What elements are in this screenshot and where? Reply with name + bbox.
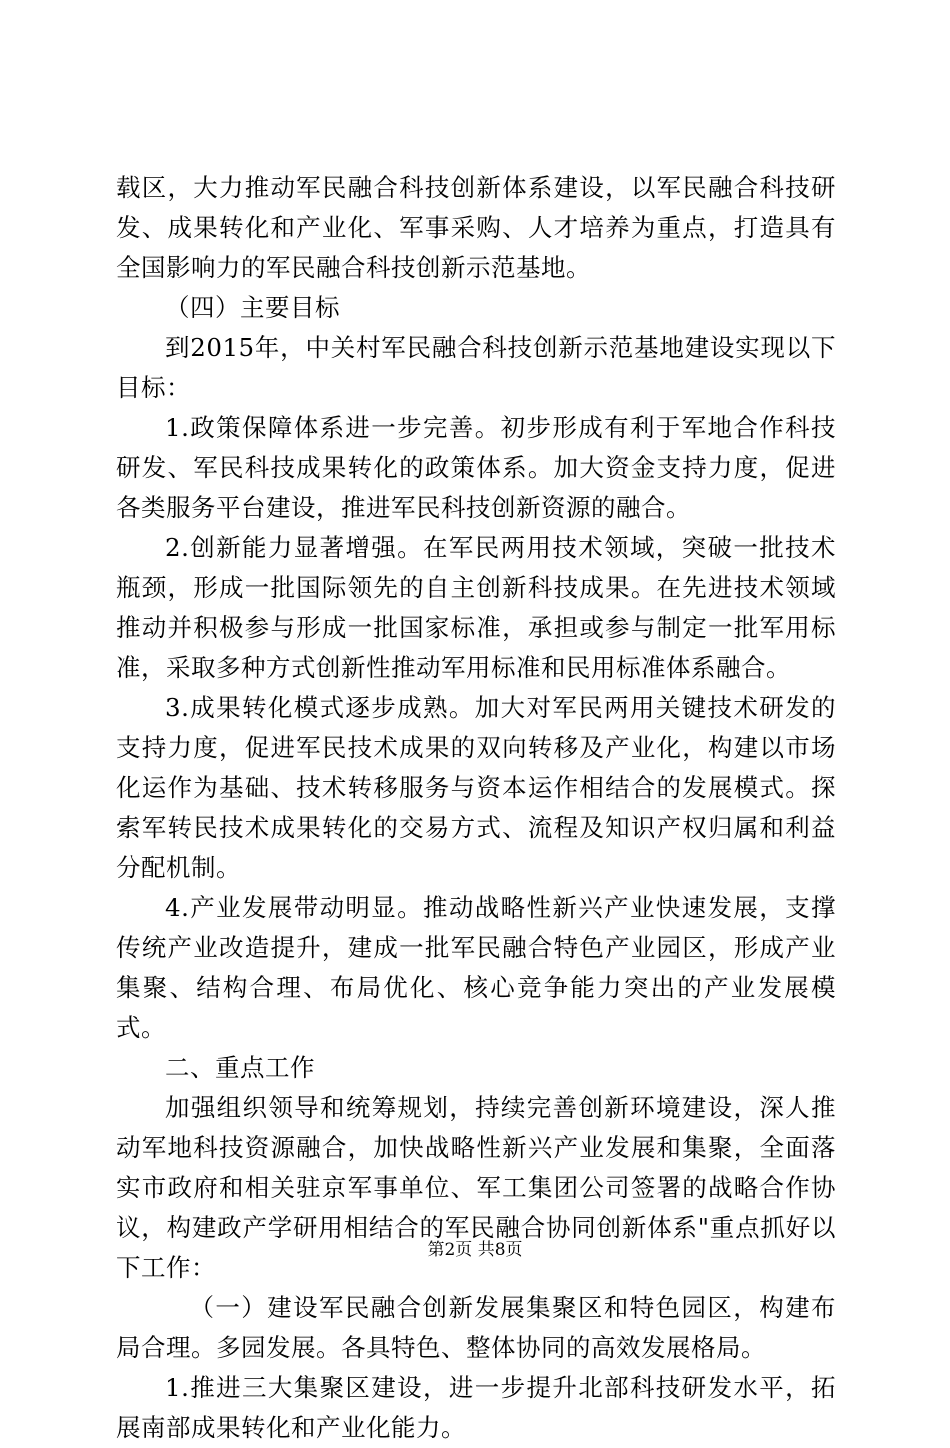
paragraph: 加强组织领导和统筹规划，持续完善创新环境建设，深人推动军地科技资源融合，加快战略性新兴产业发展和集聚，全面落实市政府和相关驻京军事单位、军工集团公司签署的战略合作协议，构建政产学研用相结合的军民融合协同创新体系"重点抓好以下工作： xyxy=(116,1093,836,1282)
paragraph: 载区，大力推动军民融合科技创新体系建设，以军民融合科技研发、成果转化和产业化、军事采购、人才培养为重点，打造具有全国影响力的军民融合科技创新示范基地。 xyxy=(116,173,836,282)
paragraph: 到2015年，中关村军民融合科技创新示范基地建设实现以下目标： xyxy=(116,333,836,402)
section-heading: （四）主要目标 xyxy=(165,293,340,322)
paragraph: 3.成果转化模式逐步成熟。加大对军民两用关键技术研发的支持力度，促进军民技术成果的双向转移及产业化，构建以市场化运作为基础、技术转移服务与资本运作相结合的发展模式。探索军转民技术成果转化的交易方式、流程及知识产权归属和利益分配机制。 xyxy=(116,693,836,882)
paragraph: 1.政策保障体系进一步完善。初步形成有利于军地合作科技研发、军民科技成果转化的政策体系。加大资金支持力度，促进各类服务平台建设，推进军民科技创新资源的融合。 xyxy=(116,413,836,522)
section-heading: 二、重点工作 xyxy=(165,1053,315,1082)
paragraph: 1.推进三大集聚区建设，进一步提升北部科技研发水平，拓展南部成果转化和产业化能力。 xyxy=(116,1373,836,1442)
paragraph: 4.产业发展带动明显。推动战略性新兴产业快速发展，支撑传统产业改造提升，建成一批军民融合特色产业园区，形成产业集聚、结构合理、布局优化、核心竞争能力突出的产业发展模式。 xyxy=(116,893,836,1042)
page-number-footer: 第2页 共8页 xyxy=(427,1240,523,1260)
paragraph: （一）建设军民融合创新发展集聚区和特色园区，构建布局合理。多园发展。各具特色、整体协同的高效发展格局。 xyxy=(116,1293,836,1362)
paragraph: 2.创新能力显著增强。在军民两用技术领域，突破一批技术瓶颈，形成一批国际领先的自主创新科技成果。在先进技术领域推动并积极参与形成一批国家标准，承担或参与制定一批军用标准，采取多种方式创新性推动军用标准和民用标准体系融合。 xyxy=(116,533,836,682)
